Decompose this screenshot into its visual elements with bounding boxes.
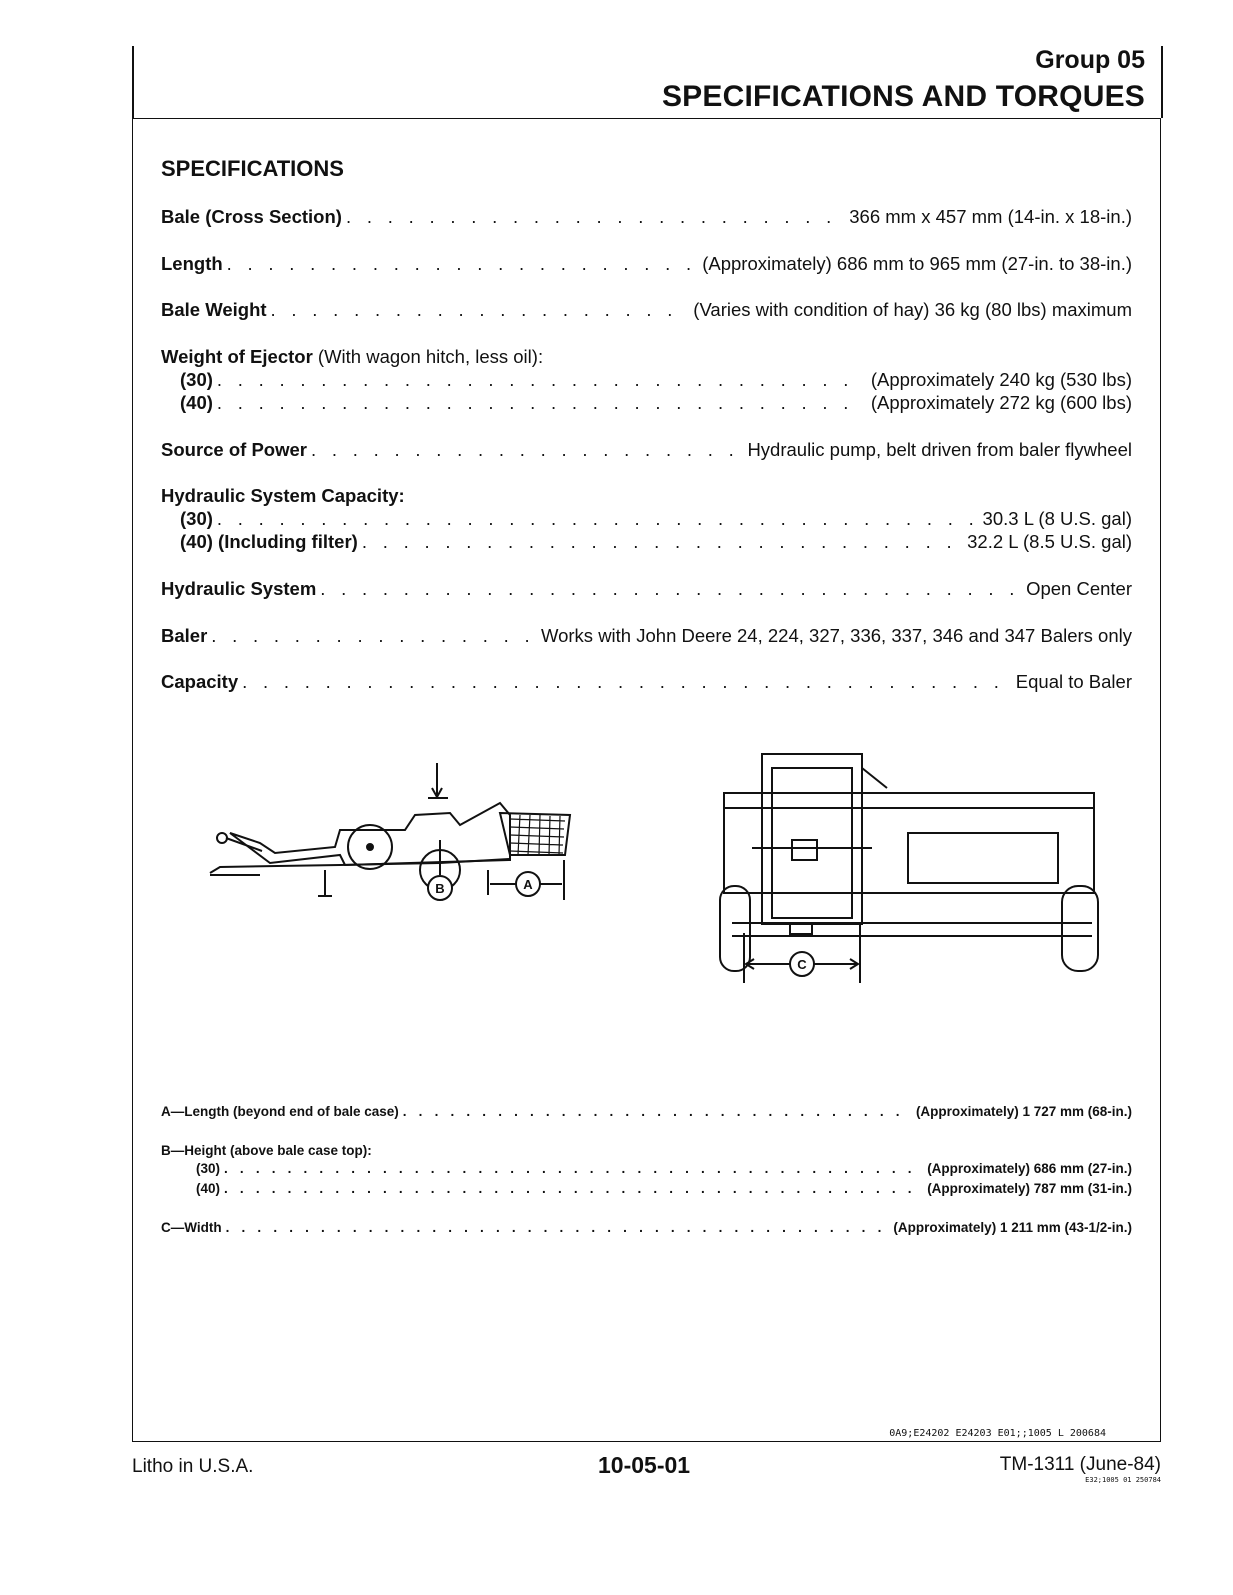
callout-a: A [523,877,533,892]
dimension-row-c [161,1219,1132,1237]
flywheel-hub [367,844,373,850]
dot-leader [211,625,531,647]
spec-value: (Varies with condition of hay) 36 kg (80 lbs) maximum [693,299,1132,320]
spec-label: (40) [180,392,213,413]
spec-row-hydraulic-system [161,578,1132,600]
baler-body [230,803,510,865]
footer-manual-id: TM-1311 (June-84) [999,1454,1161,1475]
spec-heading-ejector [161,346,543,368]
spec-row-ejector-30 [180,369,1132,391]
spec-row-capacity [161,671,1132,693]
spec-label: Bale Weight [161,299,267,320]
spec-label: (30) [180,508,213,529]
spec-row-hyd-40 [180,531,1132,553]
dimension-row-a [161,1103,1132,1121]
header-right-rule [1161,46,1163,118]
spec-value: Hydraulic pump, belt driven from baler flywheel [747,439,1132,460]
hitch-block [790,924,812,934]
dimension-label: A—Length (beyond end of bale case) [161,1104,399,1119]
footer-page-number: 10-05-01 [598,1452,691,1478]
dot-leader [224,1180,917,1198]
dot-leader [227,253,693,275]
dimension-label: C—Width [161,1220,222,1235]
spec-value: 30.3 L (8 U.S. gal) [982,508,1132,529]
spec-row-ejector-40 [180,392,1132,414]
spec-label: (40) (Including filter) [180,531,358,552]
dot-leader [242,671,1006,693]
side-view-illustration [200,755,580,915]
dot-leader [217,508,973,530]
spec-row-bale [161,206,1132,228]
dot-leader [346,206,839,228]
dimension-value: (Approximately) 686 mm (27-in.) [927,1161,1132,1176]
hitch-bar [226,838,262,851]
spec-row-power [161,439,1132,461]
dot-leader [311,439,737,461]
footer-printed-in: Litho in U.S.A. [132,1456,254,1477]
spec-label: (30) [180,369,213,390]
dimension-row-b-40 [196,1180,1132,1198]
bracket [792,840,817,860]
right-wheel [1062,886,1098,971]
dimension-value: (Approximately) 787 mm (31-in.) [927,1181,1132,1196]
side-panel [908,833,1058,883]
dot-leader [226,1219,884,1237]
dot-leader [362,531,957,553]
callout-c: C [797,957,807,972]
dimension-label: (40) [196,1181,221,1196]
spec-label: Source of Power [161,439,307,460]
spec-label: Capacity [161,671,239,692]
left-wheel [720,886,750,971]
spec-row-bale-weight [161,299,1132,321]
rear-view-illustration [712,748,1112,988]
dimension-value: (Approximately) 1 211 mm (43-1/2-in.) [893,1220,1132,1235]
spec-row-length [161,253,1132,275]
dot-leader [403,1103,906,1121]
spec-value: 366 mm x 457 mm (14-in. x 18-in.) [849,206,1132,227]
spec-value: (Approximately 240 kg (530 lbs) [870,369,1132,390]
ejector-frame-inner [772,768,852,918]
spec-label: Weight of Ejector [161,346,313,367]
section-title: SPECIFICATIONS AND TORQUES [661,80,1145,113]
dimension-row-b-30 [196,1160,1132,1178]
dimension-label: (30) [196,1161,221,1176]
spec-heading-hydraulic-capacity: Hydraulic System Capacity: [161,485,405,506]
spec-label: Bale (Cross Section) [161,206,342,227]
spec-value: Equal to Baler [1015,671,1132,692]
footer-subcode: E32;1005 01 250784 [1085,1476,1161,1484]
spec-label: Hydraulic System [161,578,317,599]
dot-leader [320,578,1016,600]
spec-value: (Approximately) 686 mm to 965 mm (27-in. to 38-in.) [702,253,1132,274]
spec-note: (With wagon hitch, less oil): [312,346,544,367]
spec-value: Open Center [1026,578,1132,599]
callout-b: B [435,881,445,896]
spec-label: Baler [161,625,208,646]
spec-row-hyd-30 [180,508,1132,530]
hitch-pin [217,833,227,843]
dot-leader [224,1160,917,1178]
dimension-value: (Approximately) 1 727 mm (68-in.) [915,1104,1132,1119]
dot-leader [271,299,684,321]
specifications-heading: SPECIFICATIONS [161,156,344,181]
header-left-rule [132,46,134,118]
spec-value: 32.2 L (8.5 U.S. gal) [967,531,1132,552]
spec-row-baler [161,625,1132,647]
dot-leader [217,392,861,414]
group-label: Group 05 [1035,46,1145,74]
spec-value: Works with John Deere 24, 224, 327, 336, 337, 346 and 347 Balers only [540,625,1132,646]
dot-leader [217,369,861,391]
reference-codes: 0A9;E24202 E24203 E01;;1005 L 200684 [889,1428,1106,1439]
spec-label: Length [161,253,223,274]
dimension-heading-b: B—Height (above bale case top): [161,1143,372,1158]
frame-brace [862,768,887,788]
spec-value: (Approximately 272 kg (600 lbs) [870,392,1132,413]
basket-grid [510,815,565,855]
